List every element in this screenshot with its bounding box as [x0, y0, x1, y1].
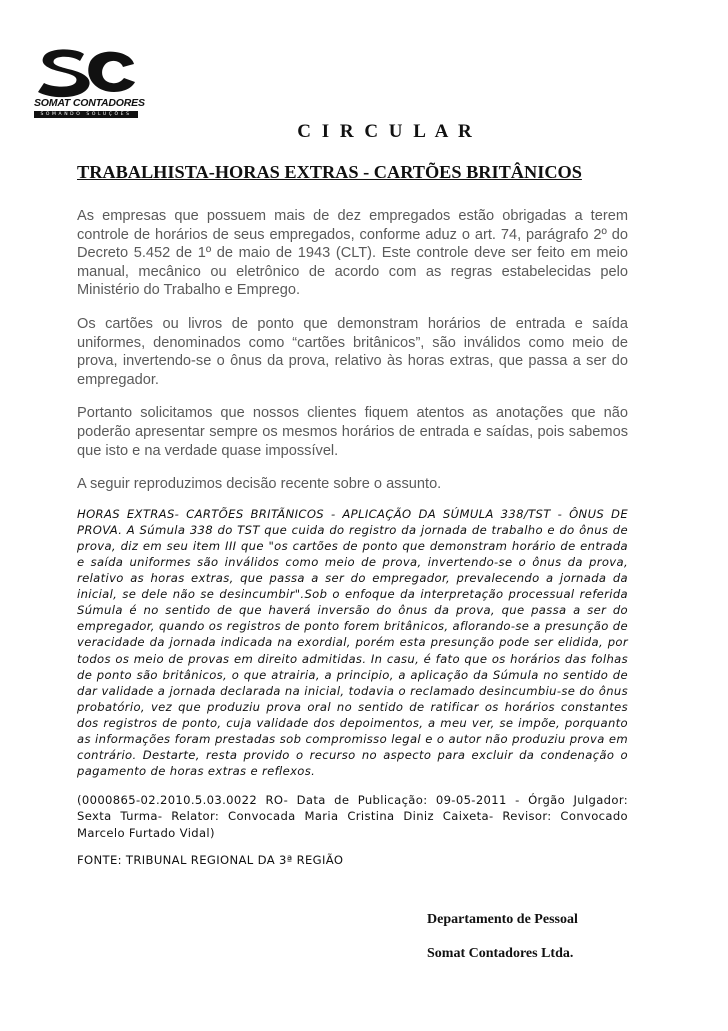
- body-paragraph: As empresas que possuem mais de dez empregados estão obrigadas a terem controle de horários de seus empregados, conforme aduz o art. 74, parágrafo 2º do Decreto 5.452 de 1º de maio de 1943 (CLT). Este controle deve ser feito em meio manual, mecânico ou eletrônico de acordo com as regras estabelecidas pelo Ministério do Trabalho e Emprego.: [77, 208, 628, 299]
- document-subject: TRABALHISTA-HORAS EXTRAS - CARTÕES BRITÂNICOS: [77, 162, 582, 182]
- body-paragraph: Portanto solicitamos que nossos clientes fiquem atentos as anotações que não poderão apresentar sempre os mesmos horários de entrada e saídas, pois sabemos que isto e na verdade quase impossível.: [77, 405, 628, 459]
- logo-wordmark: SOMAT CONTADORES: [34, 97, 145, 109]
- signature-department: Departamento de Pessoal: [427, 912, 578, 927]
- sc-logo-mark: [36, 46, 136, 98]
- signature-company: Somat Contadores Ltda.: [427, 946, 574, 961]
- document-title: C I R C U L A R: [297, 121, 475, 142]
- court-ruling-quote: HORAS EXTRAS- CARTÕES BRITÃNICOS - APLICAÇÃO DA SÚMULA 338/TST - ÔNUS DE PROVA. A Súmula 338 do TST que cuida do registro da jornada de trabalho e do ônus de prova, diz em seu item III que "os cartões de ponto que demonstram horário de entrada e saída uniformes são inválidos como meio de prova, invertendo-se o ônus da prova, relativo as horas extras, que passa a ser do empregador, prevalecendo a jornada da inicial, se dele não se desincumbir".Sob o enfoque da interpretação processual referida Súmula é no sentido de que haverá inversão do ônus da prova, que passa a ser do empregador, quando os registros de ponto forem britânicos, aflorando-se a presunção de veracidade da jornada indicada na exordial, porém esta presunção pode ser elidida, por todos os meio de provas em direito admitidas. In casu, é fato que os horários das folhas de ponto são britânicos, o que atrairia, a principio, a aplicação da Súmula no sentido de dar validade a jornada declarada na inicial, todavia o reclamado desincumbiu-se do ônus probatório, vez que produziu prova oral no sentido de ratificar os horários constantes dos registros de ponto, cuja validade dos depoimentos, a meu ver, se impõe, porquanto as informações foram prestadas sob compromisso legal e o autor não produziu prova em contrário. Destarte, resta provido o recurso no aspecto para excluir da condenação o pagamento de horas extras e reflexos.: [77, 506, 628, 779]
- document-body: [77, 207, 628, 868]
- source-line: FONTE: TRIBUNAL REGIONAL DA 3ª REGIÃO: [77, 852, 344, 867]
- logo-tagline: SOMANDO SOLUÇÕES: [34, 111, 138, 118]
- case-citation: (0000865-02.2010.5.03.0022 RO- Data de Publicação: 09-05-2011 - Órgão Julgador: Sexta Turma- Relator: Convocada Maria Cristina Diniz Caixeta- Revisor: Convocado Marcelo Furtado Vidal): [77, 793, 628, 840]
- body-paragraph: A seguir reproduzimos decisão recente sobre o assunto.: [77, 476, 442, 493]
- body-paragraph: Os cartões ou livros de ponto que demonstram horários de entrada e saída uniformes, denominados como “cartões britânicos”, são inválidos como meio de prova, invertendo-se o ônus da prova, relativo às horas extras, que passa a ser do empregador.: [77, 315, 628, 388]
- company-logo: [34, 46, 145, 122]
